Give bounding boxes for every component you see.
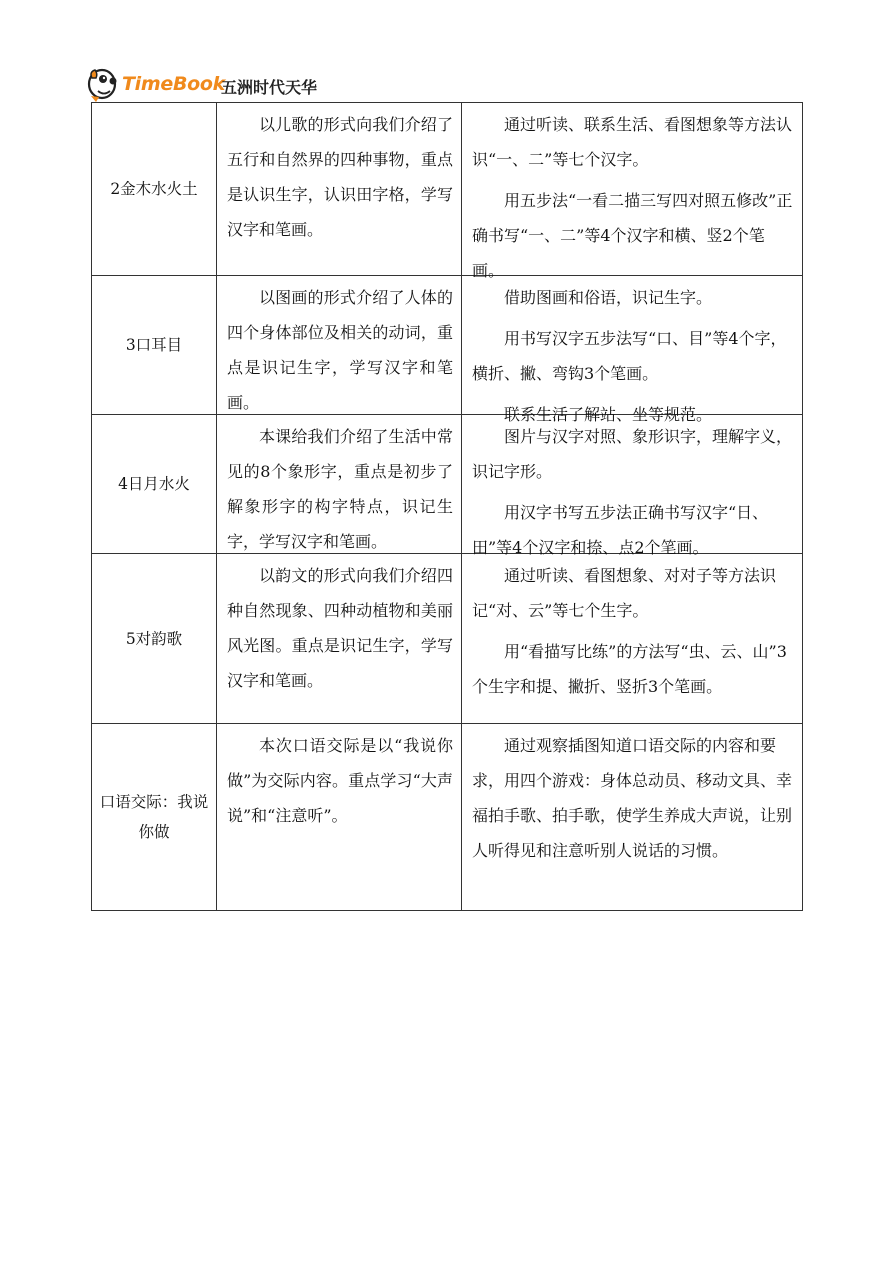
lesson-goals-cell	[462, 724, 803, 911]
lesson-goals-cell	[462, 103, 803, 280]
lesson-goal: 用书写汉字五步法写“口、目”等4个字，横折、撇、弯钩3个笔画。	[472, 329, 787, 383]
lesson-name-cell	[92, 103, 217, 276]
brand-name-cn: 五洲时代天华	[221, 78, 318, 97]
lesson-goals-cell	[462, 554, 803, 724]
lesson-intro: 本次口语交际是以“我说你做”为交际内容。重点学习“大声说”和“注意听”。	[227, 736, 453, 825]
lesson-name: 4日月水火	[118, 475, 190, 493]
lesson-table	[91, 102, 803, 911]
lesson-goal: 图片与汉字对照、象形识字，理解字义，识记字形。	[472, 427, 793, 481]
lesson-intro: 以儿歌的形式向我们介绍了五行和自然界的四种事物，重点是认识生字，认识田字格，学写汉字和笔画。	[227, 115, 453, 239]
lesson-intro-cell	[217, 103, 462, 276]
timebook-logo	[86, 64, 446, 104]
lesson-goal: 用汉字书写五步法正确书写汉字“日、田”等4个汉字和捺、点2个笔画。	[472, 503, 769, 557]
lesson-goal: 通过观察插图知道口语交际的内容和要求，用四个游戏：身体总动员、移动文具、幸福拍手歌、拍手歌，使学生养成大声说，让别人听得见和注意听别人说话的习惯。	[472, 736, 793, 860]
lesson-name: 3口耳目	[125, 336, 183, 354]
lesson-intro-cell	[217, 276, 462, 415]
brand-name: TimeBook	[122, 73, 225, 95]
lesson-name: 2金木水火土	[110, 180, 198, 198]
lesson-name: 口语交际：我说你做	[99, 793, 209, 841]
table-row	[92, 724, 803, 911]
lesson-name-cell	[92, 554, 217, 724]
lesson-goal: 用五步法“一看二描三写四对照五修改”正确书写“一、二”等4个汉字和横、竖2个笔画。	[472, 191, 793, 280]
lesson-goal: 通过听读、看图想象、对对子等方法识记“对、云”等七个生字。	[472, 566, 777, 620]
lesson-intro: 以韵文的形式向我们介绍四种自然现象、四种动植物和美丽风光图。重点是识记生字，学写汉字和笔画。	[227, 566, 453, 690]
lesson-goals-cell	[462, 415, 803, 557]
lesson-name-cell	[92, 276, 217, 415]
table-row	[92, 415, 803, 554]
mascot-icon	[86, 64, 122, 104]
lesson-goal: 用“看描写比练”的方法写“虫、云、山”3个生字和提、撇折、竖折3个笔画。	[472, 642, 787, 696]
lesson-intro: 本课给我们介绍了生活中常见的8个象形字，重点是初步了解象形字的构字特点，识记生字，学写汉字和笔画。	[227, 427, 453, 551]
lesson-intro: 以图画的形式介绍了人体的四个身体部位及相关的动词，重点是识记生字，学写汉字和笔画。	[227, 288, 453, 412]
lesson-name-cell	[92, 724, 217, 911]
table-row	[92, 554, 803, 724]
lesson-name-cell	[92, 415, 217, 554]
lesson-goal: 通过听读、联系生活、看图想象等方法认识“一、二”等七个汉字。	[472, 115, 793, 169]
table-row	[92, 276, 803, 415]
lesson-intro-cell	[217, 554, 462, 724]
table-row	[92, 103, 803, 276]
lesson-intro-cell	[217, 724, 462, 911]
lesson-intro-cell	[217, 415, 462, 554]
lesson-goal: 借助图画和俗语，识记生字。	[504, 288, 713, 307]
lesson-name: 5对韵歌	[125, 629, 183, 648]
lesson-goals-cell	[462, 276, 803, 424]
lesson-goal: 联系生活了解站、坐等规范。	[504, 405, 713, 424]
